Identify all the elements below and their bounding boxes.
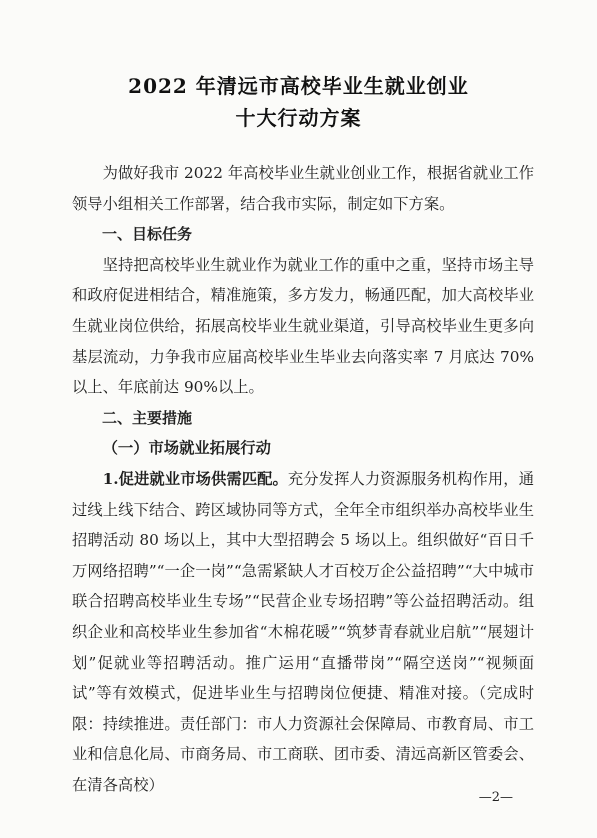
measure-item-1-lead: 1.促进就业市场供需匹配。 <box>102 469 288 488</box>
document-body <box>72 158 534 800</box>
page-number: —2— <box>478 790 513 805</box>
measure-item-1 <box>72 464 534 801</box>
document-title-line-1: 2022 年清远市高校毕业生就业创业 <box>128 74 469 98</box>
section-heading-goals: 一、目标任务 <box>102 225 193 244</box>
document-title-line-2: 十大行动方案 <box>235 106 362 130</box>
measure-item-1-text: 充分发挥人力资源服务机构作用，通过线上线下结合、跨区域协同等方式，全年全市组织举办高校毕业生招聘活动 80 场以上，其中大型招聘会 5 场以上。组织做好“百日千万网络招聘”“一企一岗”“急需紧缺人才百校万企公益招聘”“大中城市联合招聘高校毕业生专场”“民营企业专场招聘”等公益招聘活动。组织企业和高校毕业生参加省“木棉花暖”“筑梦青春就业启航”“展翅计划”促就业等招聘活动。推广运用“直播带岗”“隔空送岗”“视频面试”等有效模式，促进毕业生与招聘岗位便捷、精准对接。（完成时限：持续推进。责任部门：市人力资源社会保障局、市教育局、市工业和信息化局、市商务局、市工商联、团市委、清远高新区管委会、在清各高校） <box>72 469 534 794</box>
section-heading-measures: 二、主要措施 <box>102 408 193 427</box>
goals-paragraph: 坚持把高校毕业生就业作为就业工作的重中之重，坚持市场主导和政府促进相结合，精准施策，多方发力，畅通匹配，加大高校毕业生就业岗位供给，拓展高校毕业生就业渠道，引导高校毕业生更多向基层流动，力争我市应届高校毕业生毕业去向落实率 7 月底达 70%以上、年底前达 90%以上。 <box>72 255 534 397</box>
intro-paragraph: 为做好我市 2022 年高校毕业生就业创业工作，根据省就业工作领导小组相关工作部署，结合我市实际，制定如下方案。 <box>72 164 534 213</box>
subsection-heading-market: （一）市场就业拓展行动 <box>102 439 271 458</box>
